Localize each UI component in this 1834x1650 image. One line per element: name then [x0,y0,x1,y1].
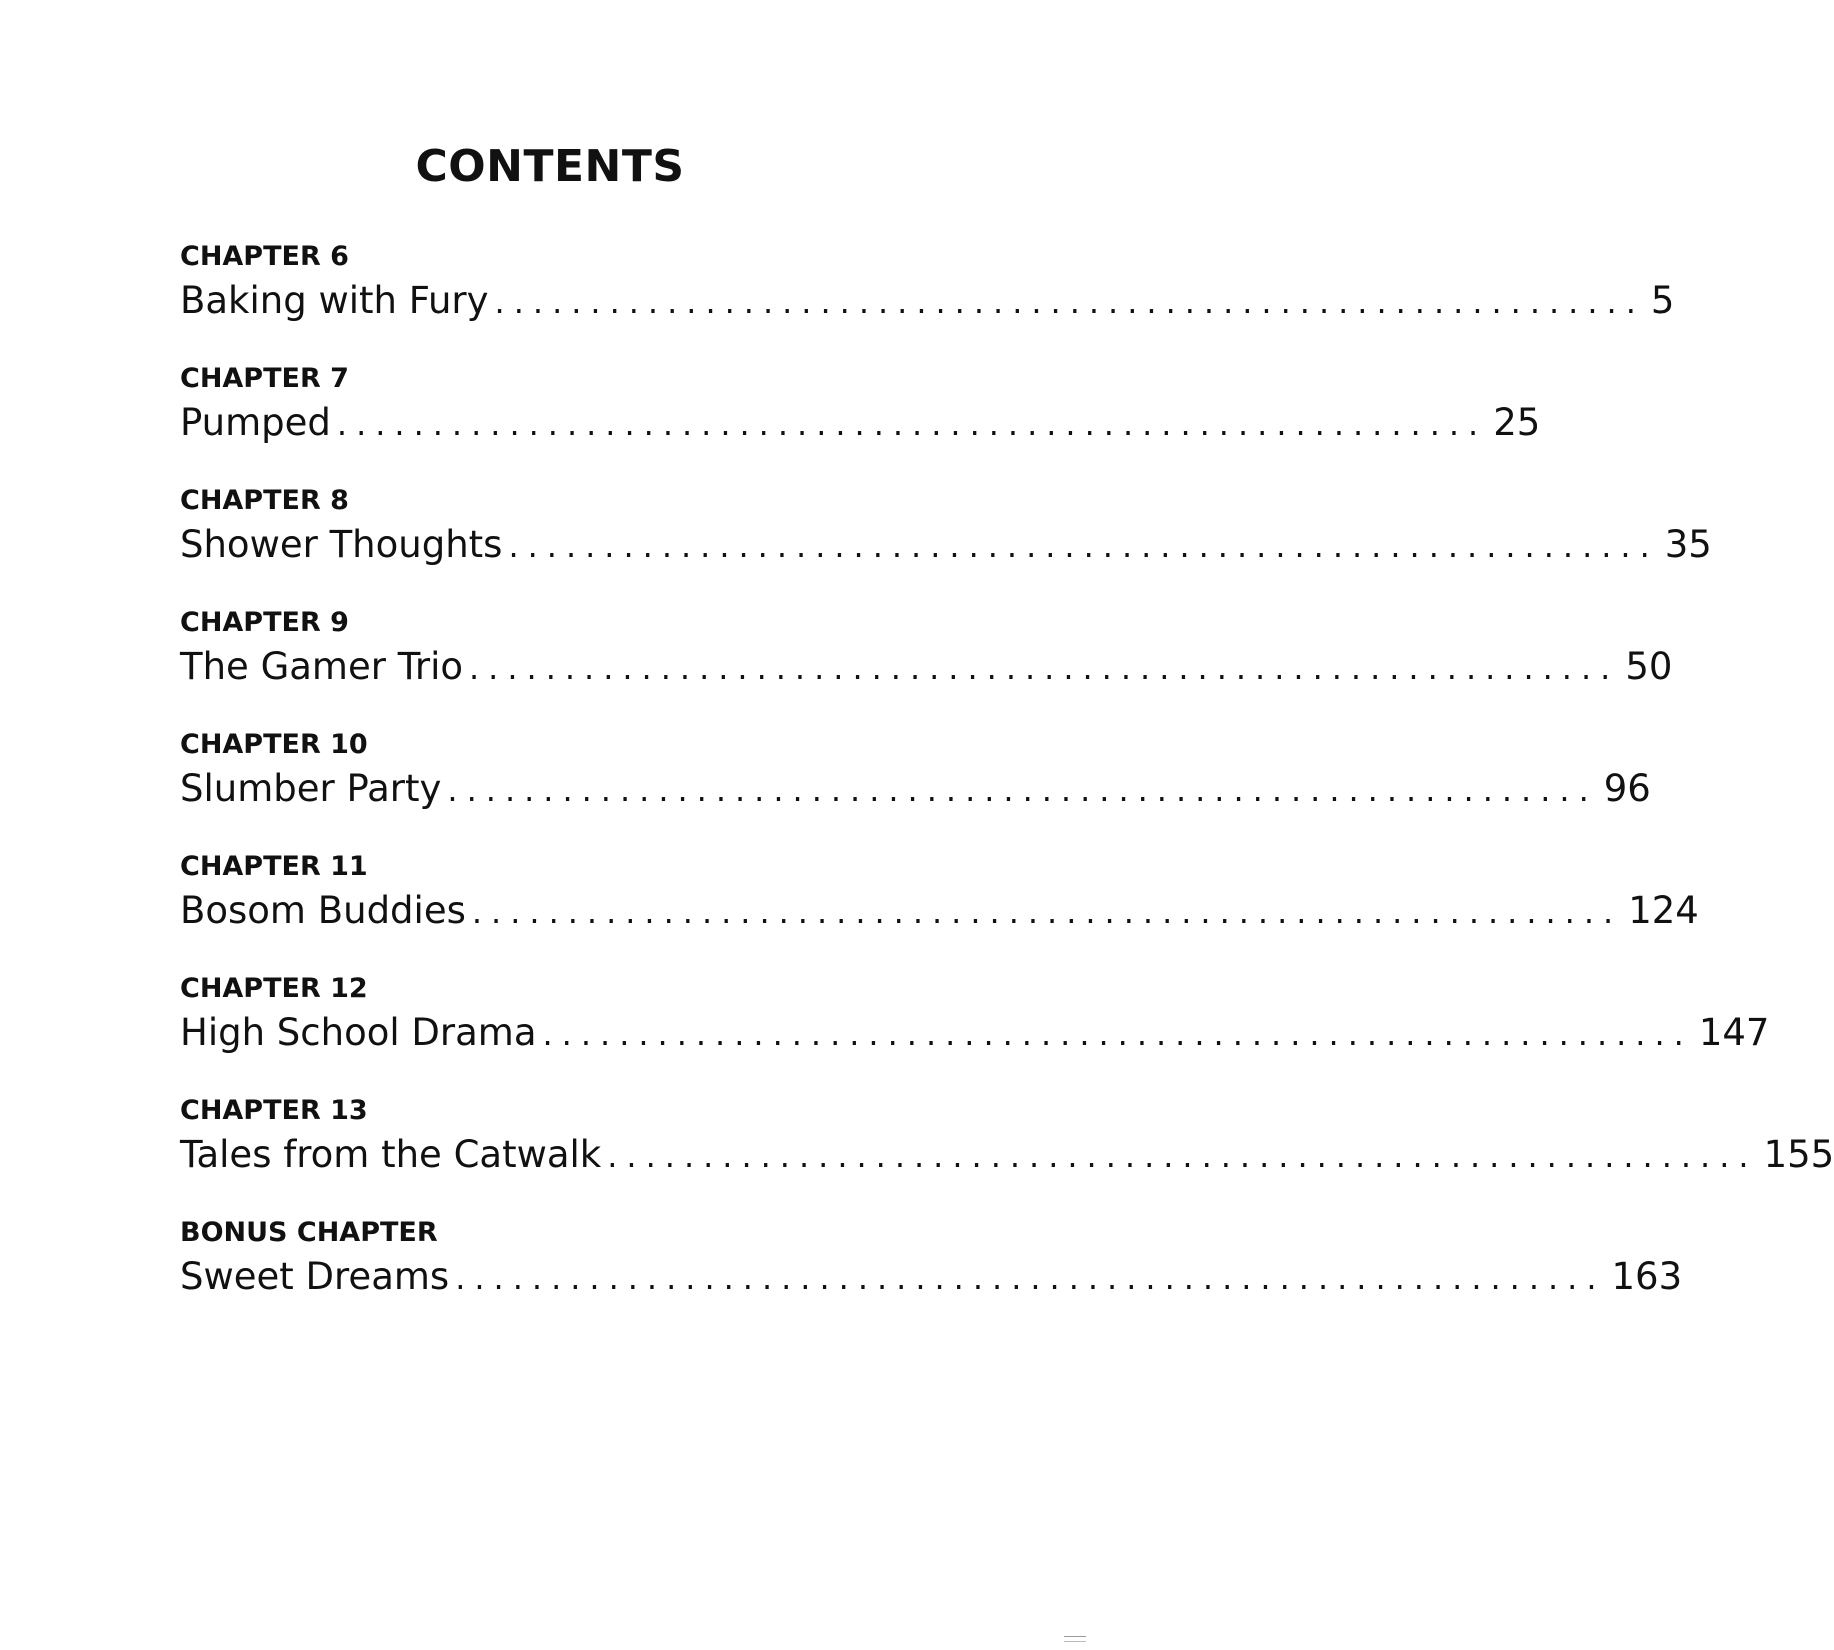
page-title: CONTENTS [415,141,685,192]
chapter-label: CHAPTER 10 [180,729,368,760]
table-of-contents [180,240,1834,1338]
dot-leader: ............................................................ [455,1259,1606,1297]
chapter-title: High School Drama [180,1011,537,1054]
chapter-label: CHAPTER 11 [180,851,368,882]
page-number: 5 [1650,279,1675,322]
toc-entry [180,850,1699,972]
toc-line [180,278,1675,324]
dot-leader: ............................................................ [469,649,1620,687]
page-number: 50 [1625,645,1673,688]
toc-entry [180,240,1675,362]
toc-entry [180,972,1770,1094]
dot-leader: ............................................................ [471,893,1623,931]
page-number: 25 [1493,401,1541,444]
page-number: 147 [1698,1011,1770,1054]
toc-line [180,888,1699,934]
toc-line [180,1254,1683,1300]
page-number: 96 [1603,767,1651,810]
dot-leader: ............................................................ [336,405,1488,443]
toc-entry [180,1094,1834,1216]
toc-line [180,1010,1770,1056]
toc-line [180,766,1651,812]
toc-line [180,400,1541,446]
chapter-title: Baking with Fury [180,279,489,322]
toc-line [180,1132,1834,1178]
page-number: 155 [1763,1133,1834,1176]
chapter-label: CHAPTER 6 [180,241,349,272]
toc-entry [180,606,1673,728]
chapter-title: Pumped [180,401,331,444]
chapter-label: CHAPTER 12 [180,973,368,1004]
scan-mark [1064,1636,1086,1642]
toc-line [180,644,1673,690]
page-number: 124 [1628,889,1699,932]
page-number: 35 [1664,523,1712,566]
toc-entry [180,1216,1683,1338]
chapter-label: CHAPTER 7 [180,363,349,394]
chapter-title: Sweet Dreams [180,1255,450,1298]
toc-line [180,522,1712,568]
toc-entry [180,484,1712,606]
chapter-title: The Gamer Trio [180,645,463,688]
dot-leader: ............................................................ [494,283,1645,321]
chapter-title: Shower Thoughts [180,523,503,566]
chapter-label: CHAPTER 9 [180,607,349,638]
page-number: 163 [1611,1255,1683,1298]
dot-leader: ............................................................ [542,1015,1693,1053]
toc-entry [180,362,1541,484]
chapter-title: Slumber Party [180,767,442,810]
chapter-title: Bosom Buddies [180,889,466,932]
chapter-title: Tales from the Catwalk [180,1133,602,1176]
dot-leader: ............................................................ [607,1137,1758,1175]
dot-leader: ............................................................ [447,771,1598,809]
dot-leader: ............................................................ [508,527,1659,565]
chapter-label: CHAPTER 8 [180,485,349,516]
chapter-label: CHAPTER 13 [180,1095,368,1126]
toc-entry [180,728,1651,850]
chapter-label: BONUS CHAPTER [180,1217,438,1248]
